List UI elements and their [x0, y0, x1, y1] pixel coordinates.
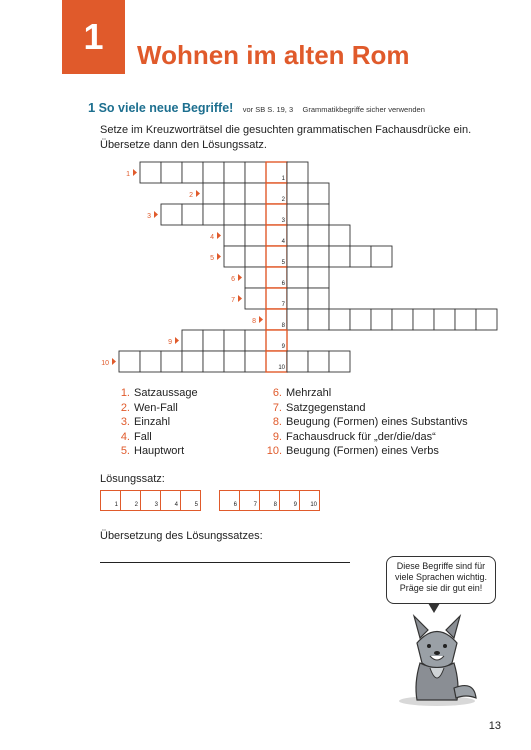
row-number-label: 8	[252, 318, 256, 325]
crossword-cell[interactable]	[161, 162, 182, 183]
crossword-cell[interactable]	[350, 309, 371, 330]
solution-cell-number: 6	[281, 281, 285, 287]
crossword-cell[interactable]	[287, 351, 308, 372]
crossword-cell[interactable]	[140, 351, 161, 372]
row-number-label: 7	[231, 297, 235, 304]
crossword-cell[interactable]	[329, 246, 350, 267]
solution-cell[interactable]: 8	[259, 490, 280, 511]
crossword-cell[interactable]	[371, 246, 392, 267]
crossword-cell[interactable]	[161, 351, 182, 372]
solution-cell-number: 7	[281, 302, 285, 308]
row-arrow-icon	[112, 358, 116, 365]
clue-item: 10. Beugung (Formen) eines Verbs	[266, 445, 439, 457]
crossword-cell[interactable]	[203, 183, 224, 204]
crossword-cell[interactable]	[371, 309, 392, 330]
row-arrow-icon	[133, 169, 137, 176]
solution-cell[interactable]: 4	[160, 490, 181, 511]
row-arrow-icon	[238, 274, 242, 281]
crossword-cell[interactable]	[308, 183, 329, 204]
clue-item: 2. Wen-Fall	[120, 401, 178, 414]
crossword-cell[interactable]	[308, 246, 329, 267]
clue-item: 5. Hauptwort	[120, 445, 185, 457]
crossword-cell[interactable]	[182, 204, 203, 225]
clue-list-left	[114, 386, 198, 459]
wolf-illustration	[392, 608, 482, 708]
clue-list-right	[266, 386, 468, 459]
crossword-cell[interactable]	[140, 162, 161, 183]
crossword-cell[interactable]	[245, 204, 266, 225]
solution-cell-number: 8	[281, 323, 285, 329]
row-number-label: 6	[231, 276, 235, 283]
row-arrow-icon	[238, 295, 242, 302]
crossword-cell[interactable]	[308, 309, 329, 330]
exercise-title: So viele neue Begriffe!	[98, 101, 234, 115]
chapter-title: Wohnen im alten Rom	[137, 40, 410, 70]
translation-answer-line[interactable]	[100, 562, 350, 563]
row-number-label: 10	[101, 360, 109, 367]
crossword-cell[interactable]	[203, 204, 224, 225]
solution-cell[interactable]: 9	[279, 490, 300, 511]
crossword-cell[interactable]	[224, 183, 245, 204]
crossword-cell[interactable]	[203, 351, 224, 372]
clue-item: 4. Fall	[120, 430, 152, 443]
crossword-cell[interactable]	[308, 204, 329, 225]
row-arrow-icon	[175, 337, 179, 344]
solution-cell[interactable]: 5	[180, 490, 201, 511]
row-arrow-icon	[217, 232, 221, 239]
crossword-cell[interactable]	[287, 225, 308, 246]
crossword-cell[interactable]	[434, 309, 455, 330]
crossword-cell[interactable]	[329, 309, 350, 330]
crossword-cell[interactable]	[287, 246, 308, 267]
crossword-cell[interactable]	[182, 330, 203, 351]
clue-item: 9. Fachausdruck für „der/die/das“	[272, 430, 436, 443]
solution-label: Lösungssatz:	[100, 473, 165, 485]
solution-cell-number: 9	[281, 344, 285, 350]
crossword-cell[interactable]	[245, 267, 266, 288]
exercise-reference: vor SB S. 19, 3	[242, 105, 294, 114]
crossword-cell[interactable]	[224, 351, 245, 372]
translation-label: Übersetzung des Lösungssatzes:	[100, 530, 263, 542]
crossword-cell[interactable]	[245, 225, 266, 246]
crossword-cell[interactable]	[203, 162, 224, 183]
crossword-cell[interactable]	[329, 351, 350, 372]
row-number-label: 2	[189, 192, 193, 199]
solution-cell[interactable]: 2	[120, 490, 141, 511]
crossword-cell[interactable]	[308, 267, 329, 288]
row-arrow-icon	[154, 211, 158, 218]
row-number-label: 1	[126, 171, 130, 178]
crossword-cell[interactable]	[245, 183, 266, 204]
crossword-cell[interactable]	[308, 288, 329, 309]
solution-cell-number: 3	[281, 218, 285, 224]
crossword-cell[interactable]	[245, 162, 266, 183]
solution-cell-number: 2	[281, 197, 285, 203]
crossword-cell[interactable]	[455, 309, 476, 330]
clue-item: 3. Einzahl	[120, 416, 171, 428]
row-number-label: 5	[210, 255, 214, 262]
crossword-cell[interactable]	[350, 246, 371, 267]
solution-group-1	[100, 490, 200, 511]
solution-cell[interactable]: 10	[299, 490, 320, 511]
solution-cell[interactable]: 1	[100, 490, 121, 511]
exercise-skill: Grammatikbegriffe sicher verwenden	[302, 105, 425, 114]
page-number: 13	[488, 720, 501, 732]
crossword-cell[interactable]	[224, 162, 245, 183]
crossword-cell[interactable]	[287, 183, 308, 204]
crossword-cell[interactable]	[287, 204, 308, 225]
solution-cell[interactable]: 7	[239, 490, 260, 511]
clue-item: 8. Beugung (Formen) eines Substantivs	[272, 416, 468, 428]
solution-cell-number: 4	[281, 239, 285, 245]
speech-bubble: Diese Begriffe sind für viele Sprachen wichtig. Präge sie dir gut ein!	[386, 556, 496, 604]
crossword-cell[interactable]	[119, 351, 140, 372]
crossword-cell[interactable]	[203, 330, 224, 351]
row-number-label: 4	[210, 234, 214, 241]
crossword-cell[interactable]	[224, 204, 245, 225]
chapter-number: 1	[62, 0, 125, 74]
crossword-cell[interactable]	[287, 162, 308, 183]
clue-item: 1. Satzaussage	[120, 387, 198, 399]
crossword-cell[interactable]	[329, 225, 350, 246]
solution-cell[interactable]: 6	[219, 490, 240, 511]
crossword-cell[interactable]	[287, 288, 308, 309]
crossword-cell[interactable]	[245, 288, 266, 309]
crossword-cell[interactable]	[245, 330, 266, 351]
clue-item: 7. Satzgegenstand	[272, 401, 366, 414]
crossword-cell[interactable]	[308, 351, 329, 372]
crossword-cell[interactable]	[308, 225, 329, 246]
solution-cell[interactable]: 3	[140, 490, 161, 511]
row-arrow-icon	[259, 316, 263, 323]
instruction-line-2: Übersetze dann den Lösungssatz.	[100, 139, 267, 151]
crossword-cell[interactable]	[224, 330, 245, 351]
row-arrow-icon	[196, 190, 200, 197]
solution-cell-number: 10	[278, 365, 285, 371]
crossword-cell[interactable]	[224, 246, 245, 267]
crossword-cell[interactable]	[182, 162, 203, 183]
exercise-number: 1	[88, 100, 96, 115]
crossword-cell[interactable]	[224, 225, 245, 246]
crossword-cell[interactable]	[287, 267, 308, 288]
crossword-cell[interactable]	[476, 309, 497, 330]
instruction-line-1: Setze im Kreuzworträtsel die gesuchten grammatischen Fachausdrücke ein.	[100, 124, 472, 136]
solution-group-2	[219, 490, 319, 511]
row-number-label: 9	[168, 339, 172, 346]
crossword-cell[interactable]	[245, 246, 266, 267]
solution-cell-number: 5	[281, 260, 285, 266]
crossword-cell[interactable]	[392, 309, 413, 330]
clue-item: 6. Mehrzahl	[272, 387, 332, 399]
crossword-cell[interactable]	[413, 309, 434, 330]
row-arrow-icon	[217, 253, 221, 260]
crossword-cell[interactable]	[245, 351, 266, 372]
solution-cell-number: 1	[281, 176, 285, 182]
crossword-cell[interactable]	[287, 309, 308, 330]
crossword-cell[interactable]	[182, 351, 203, 372]
row-number-label: 3	[147, 213, 151, 220]
crossword-cell[interactable]	[161, 204, 182, 225]
